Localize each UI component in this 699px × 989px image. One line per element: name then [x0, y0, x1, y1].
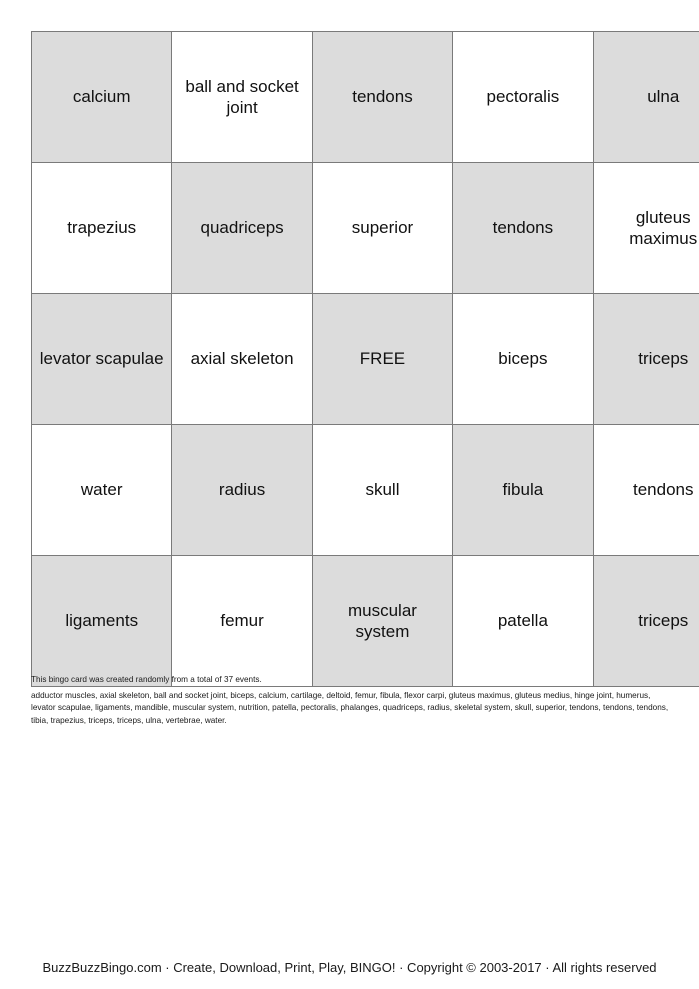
bingo-row [32, 556, 699, 687]
bingo-cell[interactable]: FREE [312, 294, 452, 425]
bingo-cell[interactable]: pectoralis [453, 32, 593, 163]
bingo-cell[interactable]: gluteus maximus [593, 163, 699, 294]
bingo-cell[interactable]: patella [453, 556, 593, 687]
fineprint-note: This bingo card was created randomly from a total of 37 events. [31, 675, 262, 684]
bingo-cell[interactable]: superior [312, 163, 452, 294]
bingo-cell[interactable]: calcium [32, 32, 172, 163]
bingo-cell[interactable]: axial skeleton [172, 294, 312, 425]
bingo-cell[interactable]: skull [312, 425, 452, 556]
bingo-cell[interactable]: tendons [593, 425, 699, 556]
footer [0, 960, 699, 975]
bingo-cell[interactable]: biceps [453, 294, 593, 425]
fineprint-wordlist: adductor muscles, axial skeleton, ball and socket joint, biceps, calcium, cartilage, deltoid, femur, fibula, flexor carpi, gluteus maximus, gluteus medius, hinge joint, humerus, levator scapulae, ligaments, mandible, muscular system, nutrition, patella, pectoralis, phalanges, quadriceps, radius, skeletal system, skull, superior, tendons, tendons, tendons, tibia, trapezius, triceps, triceps, ulna, vertebrae, water. [31, 690, 669, 726]
bingo-cell[interactable]: triceps [593, 294, 699, 425]
bingo-cell[interactable]: trapezius [32, 163, 172, 294]
bingo-row [32, 294, 699, 425]
bingo-cell[interactable]: ligaments [32, 556, 172, 687]
bingo-cell[interactable]: triceps [593, 556, 699, 687]
fineprint-section [31, 674, 671, 728]
bingo-row [32, 32, 699, 163]
bingo-row [32, 163, 699, 294]
bingo-cell[interactable]: tendons [453, 163, 593, 294]
bingo-cell[interactable]: ball and socket joint [172, 32, 312, 163]
bingo-card [31, 31, 698, 687]
bingo-cell[interactable]: femur [172, 556, 312, 687]
bingo-cell[interactable]: water [32, 425, 172, 556]
bingo-cell[interactable]: quadriceps [172, 163, 312, 294]
bingo-cell[interactable]: muscular system [312, 556, 452, 687]
bingo-grid-body [32, 32, 699, 687]
footer-text: BuzzBuzzBingo.com · Create, Download, Print, Play, BINGO! · Copyright © 2003-2017 · All rights reserved [42, 960, 657, 975]
bingo-cell[interactable]: ulna [593, 32, 699, 163]
bingo-grid [31, 31, 699, 687]
bingo-cell[interactable]: fibula [453, 425, 593, 556]
bingo-cell[interactable]: levator scapulae [32, 294, 172, 425]
bingo-cell[interactable]: radius [172, 425, 312, 556]
bingo-row [32, 425, 699, 556]
bingo-cell[interactable]: tendons [312, 32, 452, 163]
